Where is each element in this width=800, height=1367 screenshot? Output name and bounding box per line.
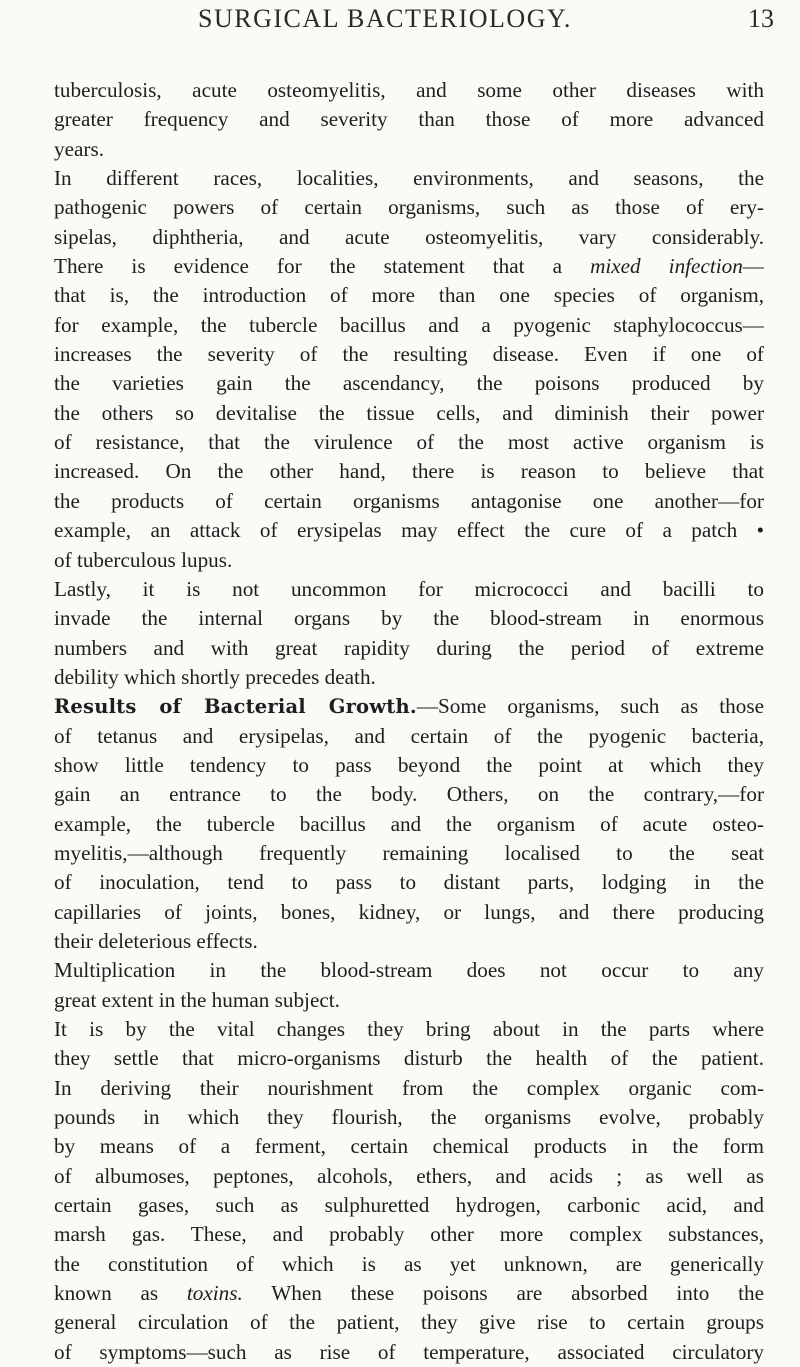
- text-line: of symptoms—such as rise of temperature, associated circulatory: [54, 1339, 764, 1364]
- text-line: greater frequency and severity than those of more advanced: [54, 107, 764, 132]
- running-title: SURGICAL BACTERIOLOGY.: [198, 4, 572, 33]
- text-line: In different races, localities, environments, and seasons, the: [54, 166, 764, 191]
- text-line: their deleterious effects.: [54, 928, 258, 953]
- text-line: by means of a ferment, certain chemical products in the form: [54, 1134, 764, 1159]
- text-fragment: When these poisons are absorbed into the: [271, 1281, 764, 1306]
- text-line: pathogenic powers of certain organisms, such as those of ery-: [54, 195, 764, 220]
- text-line: show little tendency to pass beyond the point at which they: [54, 752, 764, 777]
- text-line: of tuberculous lupus.: [54, 547, 233, 572]
- body-text: [54, 76, 764, 1367]
- text-line: pounds in which they flourish, the organisms evolve, probably: [54, 1105, 764, 1130]
- text-fragment: —Some organisms, such as those: [416, 694, 764, 719]
- italic-term-toxins: toxins.: [186, 1281, 243, 1306]
- text-fragment: There is evidence for the statement that a: [54, 254, 563, 279]
- text-line: for example, the tubercle bacillus and a pyogenic staphylococcus—: [54, 312, 764, 337]
- text-line: invade the internal organs by the blood-stream in enormous: [54, 606, 764, 631]
- text-line: of albumoses, peptones, alcohols, ethers, and acids ; as well as: [54, 1163, 764, 1188]
- text-line: the products of certain organisms antagonise one another—for: [54, 488, 764, 513]
- text-line: capillaries of joints, bones, kidney, or lungs, and there producing: [54, 899, 764, 924]
- text-line: the varieties gain the ascendancy, the poisons produced by: [54, 371, 764, 396]
- section-heading: Results of Bacterial Growth.: [54, 695, 417, 719]
- text-line: tuberculosis, acute osteomyelitis, and some other diseases with: [54, 78, 764, 102]
- text-line: It is by the vital changes they bring about in the parts where: [54, 1017, 764, 1041]
- italic-term-mixed-infection: mixed infection: [590, 254, 743, 279]
- text-line: increases the severity of the resulting disease. Even if one of: [54, 342, 764, 367]
- text-line: gain an entrance to the body. Others, on the contrary,—for: [54, 782, 764, 807]
- text-line: sipelas, diphtheria, and acute osteomyelitis, vary considerably.: [54, 224, 764, 249]
- text-line: example, an attack of erysipelas may effect the cure of a patch •: [54, 518, 764, 543]
- page-number: 13: [748, 4, 774, 33]
- text-line: example, the tubercle bacillus and the organism of acute osteo-: [54, 811, 764, 836]
- text-line: of inoculation, tend to pass to distant parts, lodging in the: [54, 870, 764, 895]
- text-line: great extent in the human subject.: [54, 987, 340, 1012]
- text-line: of tetanus and erysipelas, and certain of the pyogenic bacteria,: [54, 723, 764, 748]
- text-line: myelitis,—although frequently remaining localised to the seat: [54, 840, 764, 865]
- text-line: the constitution of which is as yet unknown, are generically: [54, 1251, 764, 1276]
- text-line: debility which shortly precedes death.: [54, 664, 376, 689]
- text-line: Lastly, it is not uncommon for micrococci and bacilli to: [54, 576, 764, 601]
- text-fragment: known as: [54, 1281, 159, 1306]
- text-line: In deriving their nourishment from the complex organic com-: [54, 1075, 764, 1100]
- text-line: they settle that micro-organisms disturb the health of the patient.: [54, 1046, 764, 1071]
- text-line: increased. On the other hand, there is reason to believe that: [54, 459, 764, 484]
- text-line: the others so devitalise the tissue cells, and diminish their power: [54, 400, 764, 425]
- text-line: general circulation of the patient, they give rise to certain groups: [54, 1310, 764, 1335]
- text-line: [54, 1279, 764, 1308]
- text-line: marsh gas. These, and probably other more complex substances,: [54, 1222, 764, 1247]
- text-line: [54, 252, 764, 281]
- text-line: years.: [54, 136, 104, 161]
- text-line: that is, the introduction of more than one species of organism,: [54, 283, 764, 308]
- text-line: numbers and with great rapidity during the period of extreme: [54, 635, 764, 660]
- text-line: certain gases, such as sulphuretted hydrogen, carbonic acid, and: [54, 1193, 764, 1218]
- text-line: Multiplication in the blood-stream does not occur to any: [54, 958, 764, 983]
- page-header: [0, 4, 800, 42]
- text-fragment: —: [742, 254, 764, 279]
- text-line: of resistance, that the virulence of the most active organism is: [54, 430, 764, 455]
- text-line: [54, 692, 764, 721]
